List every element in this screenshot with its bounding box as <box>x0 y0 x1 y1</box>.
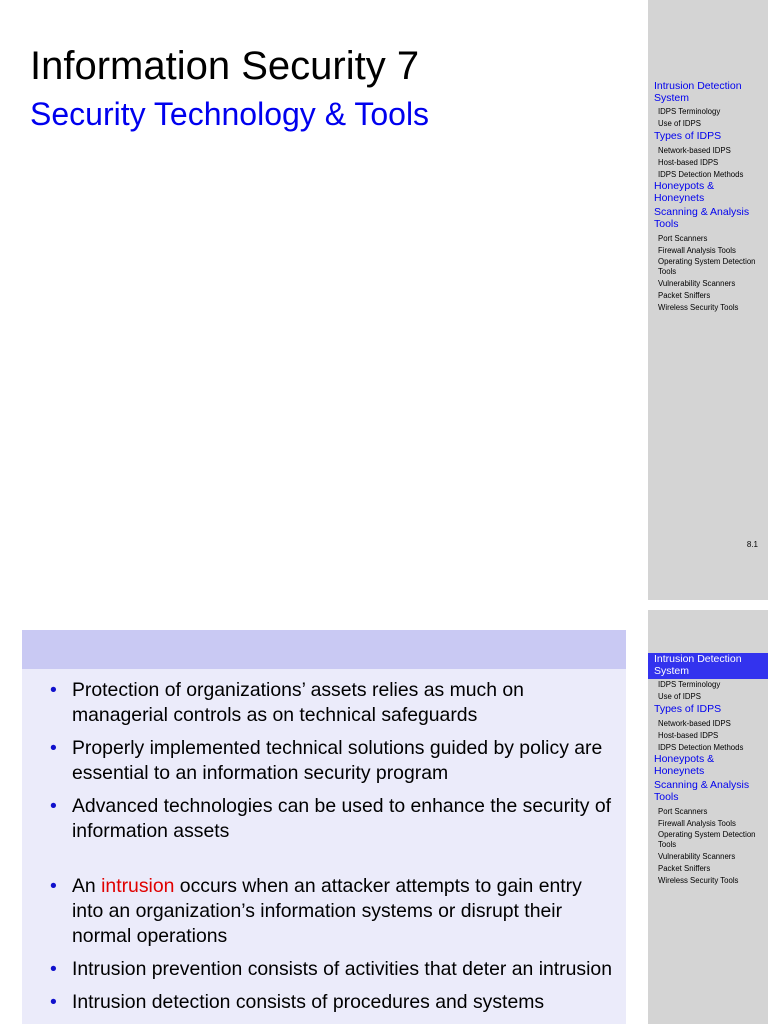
toc-group <box>648 753 768 779</box>
toc-section-scanning-tools[interactable]: Scanning & Analysis Tools <box>654 206 750 230</box>
content-box <box>22 630 626 1024</box>
bullet-item: • Intrusion prevention consists of activities that deter an intrusion <box>42 957 614 982</box>
toc-item-firewall-analysis-tools[interactable]: Firewall Analysis Tools <box>658 818 736 828</box>
slide-content <box>0 610 768 1024</box>
toc-item-host-based-idps[interactable]: Host-based IDPS <box>658 157 719 167</box>
bullet-item-intrusion <box>42 874 614 949</box>
toc-item-firewall-analysis-tools[interactable]: Firewall Analysis Tools <box>658 245 736 255</box>
toc-group <box>648 703 768 753</box>
slide-number: 8.1 <box>746 540 758 549</box>
toc-list <box>648 653 768 887</box>
bullet-item: • Protection of organizations’ assets relies as much on managerial controls as on technical safeguards <box>42 678 614 728</box>
intrusion-prefix: An <box>72 875 102 897</box>
toc-item-idps-detection-methods[interactable]: IDPS Detection Methods <box>658 742 744 752</box>
toc-item-wireless-security-tools[interactable]: Wireless Security Tools <box>658 302 739 312</box>
bullet-list <box>42 678 614 1023</box>
toc-item-port-scanners[interactable]: Port Scanners <box>658 233 708 243</box>
slide-title-heading: Information Security 7 <box>30 44 420 88</box>
toc-item-packet-sniffers[interactable]: Packet Sniffers <box>658 864 711 873</box>
toc-section-honeypots[interactable]: Honeypots & Honeynets <box>654 180 715 204</box>
toc-sidebar <box>648 0 768 600</box>
toc-item-idps-detection-methods[interactable]: IDPS Detection Methods <box>658 169 744 179</box>
toc-group <box>648 653 768 703</box>
intrusion-term: intrusion <box>101 875 175 897</box>
toc-section-intrusion-detection-active[interactable]: Intrusion Detection System <box>648 653 768 679</box>
bullet-item: • Intrusion detection consists of procedures and systems <box>42 990 614 1015</box>
slide-subtitle: Security Technology & Tools <box>30 96 430 132</box>
toc-section-scanning-tools[interactable]: Scanning & Analysis Tools <box>654 779 750 803</box>
toc-item-vulnerability-scanners[interactable]: Vulnerability Scanners <box>658 279 736 289</box>
toc-item-idps-terminology[interactable]: IDPS Terminology <box>658 680 721 690</box>
intrusion-suffix: occurs when an attacker attempts to gain entry into an organization’s information systems or disrupt their normal operations <box>72 875 582 947</box>
content-header-bar <box>22 630 626 669</box>
toc-group <box>648 206 768 313</box>
toc-item-network-based-idps[interactable]: Network-based IDPS <box>658 718 731 728</box>
toc-list <box>648 80 768 314</box>
toc-item-host-based-idps[interactable]: Host-based IDPS <box>658 730 719 740</box>
toc-group <box>648 80 768 130</box>
toc-group <box>648 779 768 886</box>
toc-section-honeypots[interactable]: Honeypots & Honeynets <box>654 753 715 777</box>
toc-item-vulnerability-scanners[interactable]: Vulnerability Scanners <box>658 852 736 862</box>
toc-section-intrusion-detection[interactable]: Intrusion Detection System <box>654 80 742 104</box>
toc-item-idps-terminology[interactable]: IDPS Terminology <box>658 107 721 117</box>
toc-section-types-of-idps[interactable]: Types of IDPS <box>654 702 722 715</box>
toc-group <box>648 180 768 206</box>
bullet-item: • Advanced technologies can be used to enhance the security of information assets <box>42 794 614 844</box>
toc-item-os-detection-tools[interactable]: Operating System Detection Tools <box>658 830 756 850</box>
bullet-item: • Properly implemented technical solutions guided by policy are essential to an information security program <box>42 736 614 786</box>
toc-item-port-scanners[interactable]: Port Scanners <box>658 806 708 816</box>
toc-item-wireless-security-tools[interactable]: Wireless Security Tools <box>658 875 739 885</box>
toc-item-os-detection-tools[interactable]: Operating System Detection Tools <box>658 257 756 277</box>
toc-item-use-of-idps[interactable]: Use of IDPS <box>658 692 701 702</box>
toc-item-packet-sniffers[interactable]: Packet Sniffers <box>658 291 711 300</box>
toc-item-network-based-idps[interactable]: Network-based IDPS <box>658 145 731 155</box>
toc-sidebar <box>648 610 768 1024</box>
toc-group <box>648 130 768 180</box>
toc-item-use-of-idps[interactable]: Use of IDPS <box>658 119 701 129</box>
toc-section-types-of-idps[interactable]: Types of IDPS <box>654 129 722 142</box>
